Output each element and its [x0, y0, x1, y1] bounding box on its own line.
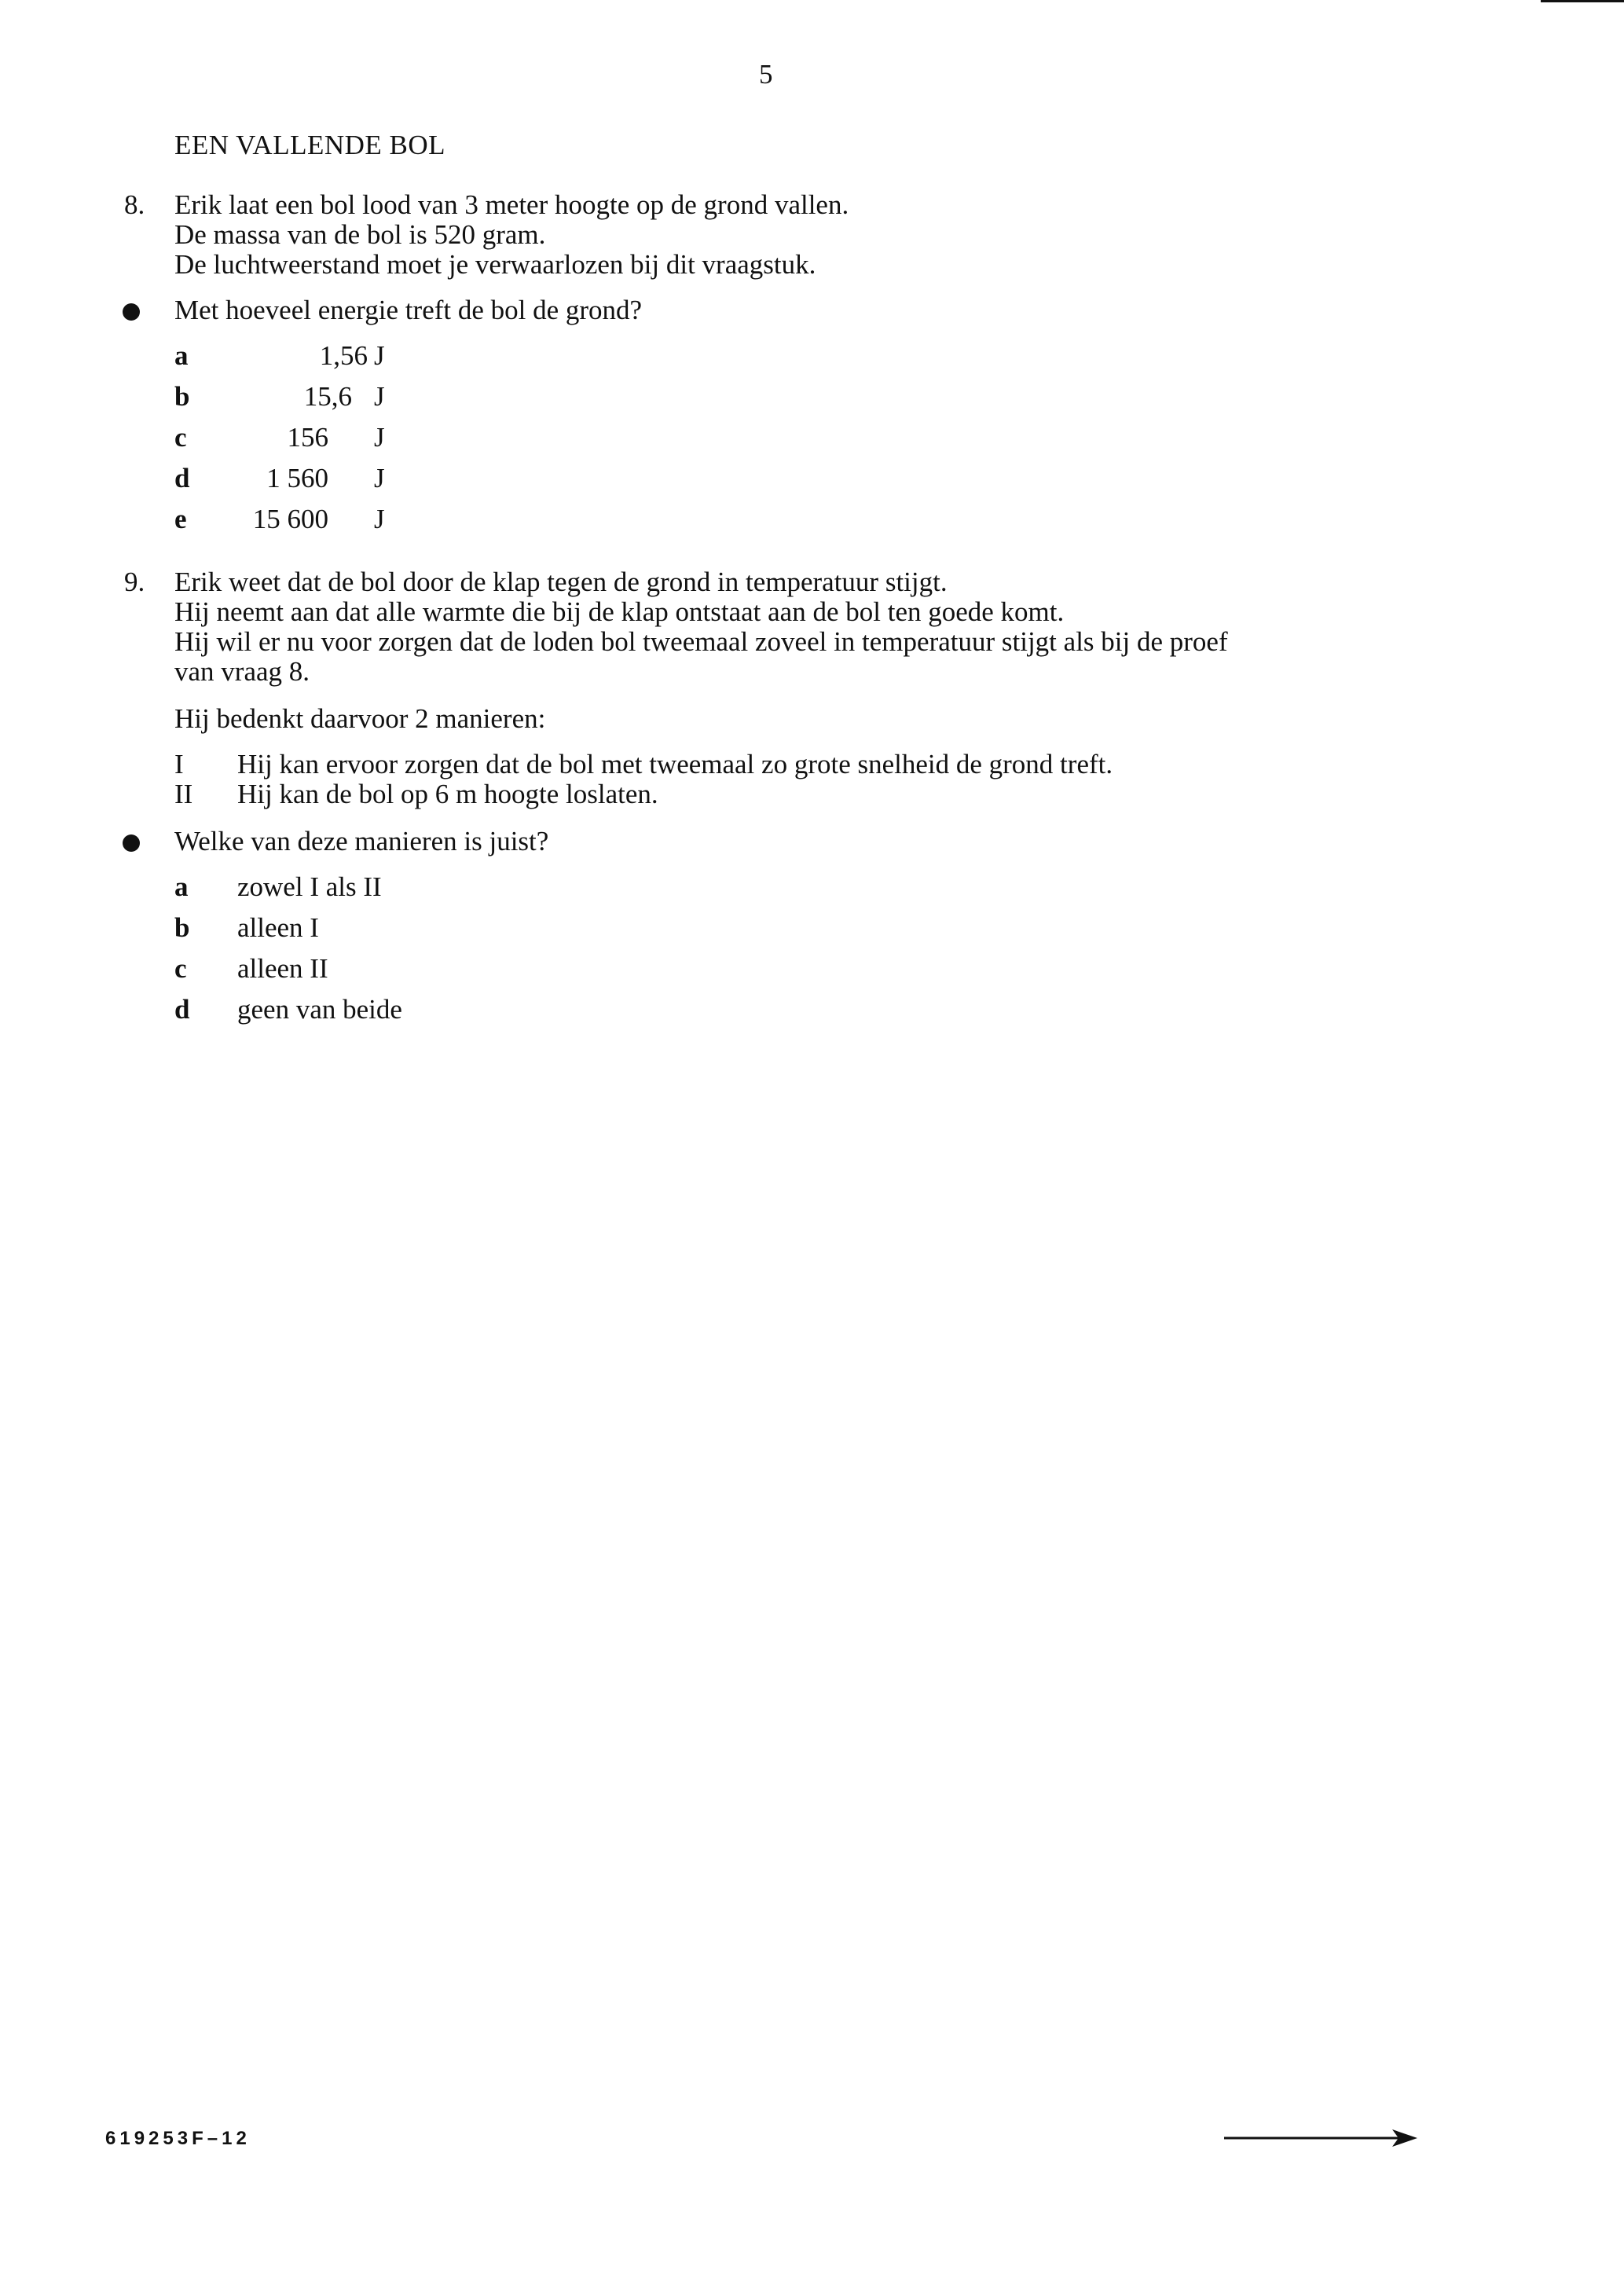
option-letter[interactable]: b	[174, 381, 190, 412]
option-letter[interactable]: d	[174, 994, 190, 1025]
question-9-line: Hij wil er nu voor zorgen dat de loden bol tweemaal zoveel in temperatuur stijgt als bij de proef	[174, 626, 1228, 657]
question-9-intro: Hij bedenkt daarvoor 2 manieren:	[174, 703, 546, 734]
option-letter[interactable]: b	[174, 912, 190, 943]
question-8-line: De luchtweerstand moet je verwaarlozen bij dit vraagstuk.	[174, 249, 816, 280]
option-value: 15,6	[303, 381, 352, 412]
option-value: 1,56	[319, 340, 368, 371]
option-letter[interactable]: d	[174, 463, 190, 493]
option-text: alleen II	[237, 953, 328, 984]
bullet-icon	[123, 303, 140, 321]
option-letter[interactable]: c	[174, 422, 187, 453]
option-unit: J	[374, 463, 385, 493]
option-text: geen van beide	[237, 994, 402, 1025]
question-8-prompt: Met hoeveel energie treft de bol de grond?	[174, 295, 643, 325]
page-number: 5	[759, 59, 773, 90]
question-8-number: 8.	[124, 189, 145, 220]
question-8-line: De massa van de bol is 520 gram.	[174, 219, 546, 250]
option-value: 1 560	[266, 463, 328, 493]
question-9-line: van vraag 8.	[174, 656, 310, 687]
method-numeral: I	[174, 749, 184, 779]
option-unit: J	[374, 340, 385, 371]
arrow-right-icon[interactable]	[1224, 2126, 1421, 2150]
option-letter[interactable]: a	[174, 340, 189, 371]
option-letter[interactable]: c	[174, 953, 187, 984]
question-9-line: Erik weet dat de bol door de klap tegen de grond in temperatuur stijgt.	[174, 567, 948, 597]
question-9-prompt: Welke van deze manieren is juist?	[174, 826, 549, 856]
top-rule	[1541, 0, 1624, 2]
option-unit: J	[374, 504, 385, 534]
method-text: Hij kan de bol op 6 m hoogte loslaten.	[237, 779, 658, 809]
option-unit: J	[374, 422, 385, 453]
footer-code: 619253F–12	[105, 2128, 251, 2149]
option-text: zowel I als II	[237, 871, 382, 902]
question-9-number: 9.	[124, 567, 145, 597]
option-text: alleen I	[237, 912, 319, 943]
method-numeral: II	[174, 779, 193, 809]
option-letter[interactable]: e	[174, 504, 187, 534]
option-unit: J	[374, 381, 385, 412]
question-8-line: Erik laat een bol lood van 3 meter hoogte op de grond vallen.	[174, 189, 849, 220]
option-letter[interactable]: a	[174, 871, 189, 902]
option-value: 15 600	[252, 504, 328, 534]
option-value: 156	[287, 422, 328, 453]
section-title: EEN VALLENDE BOL	[174, 130, 446, 160]
question-9-line: Hij neemt aan dat alle warmte die bij de klap ontstaat aan de bol ten goede komt.	[174, 596, 1065, 627]
method-text: Hij kan ervoor zorgen dat de bol met tweemaal zo grote snelheid de grond treft.	[237, 749, 1113, 779]
bullet-icon	[123, 834, 140, 852]
